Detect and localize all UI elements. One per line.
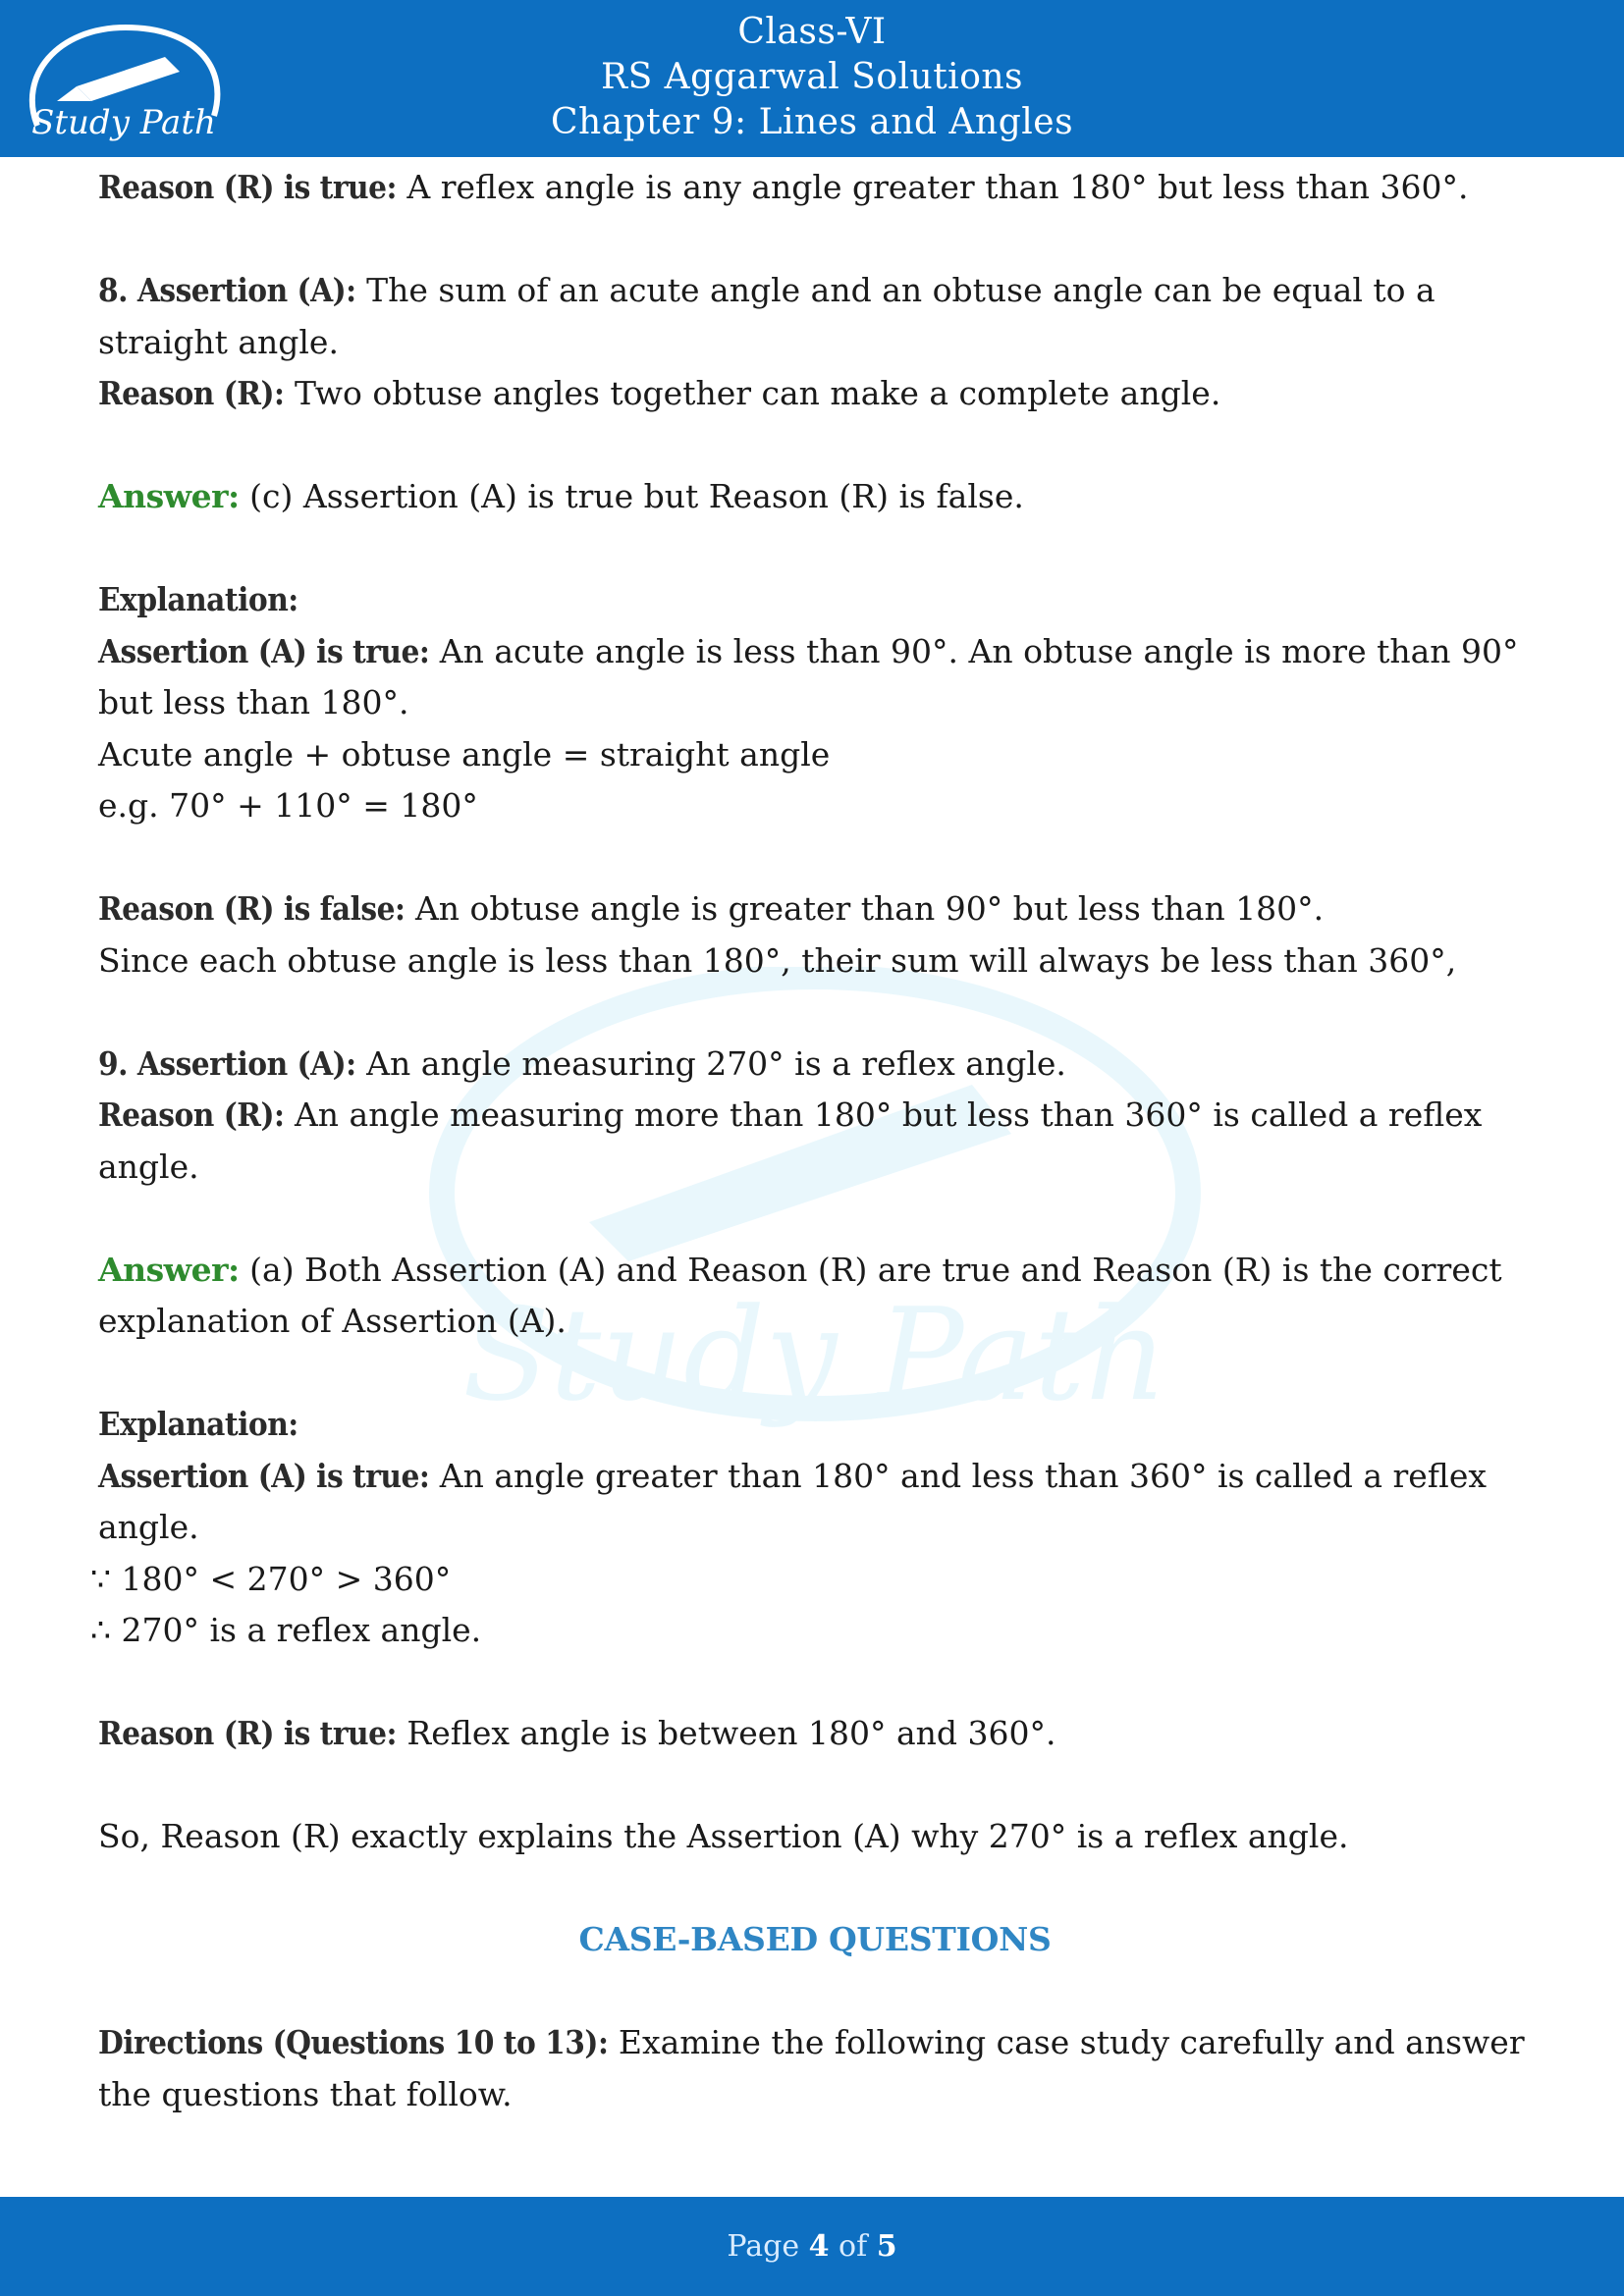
q8-exp-reason <box>98 883 1532 935</box>
q9-exp-assertion-label: Assertion (A) is true: <box>98 1456 430 1495</box>
pen-nib-icon <box>57 57 180 101</box>
directions-text: Examine the following case study carefully and answer the questions that follow. <box>98 2023 1525 2113</box>
page-footer <box>0 2197 1624 2296</box>
q9-reason-label: Reason (R): <box>98 1095 285 1134</box>
q9-because-line: ∵ 180° < 270° > 360° <box>90 1559 452 1598</box>
q8-assertion-text: The sum of an acute angle and an obtuse angle can be equal to a straight angle. <box>98 271 1435 361</box>
q9-reason-text: An angle measuring more than 180° but less than 360° is called a reflex angle. <box>98 1095 1483 1186</box>
q8-exp-reason-text: An obtuse angle is greater than 90° but less than 180°. <box>405 889 1325 928</box>
q9-exp-reason-label: Reason (R) is true: <box>98 1714 397 1752</box>
q9-reason <box>98 1090 1532 1193</box>
q8-explanation-label: Explanation: <box>98 580 298 618</box>
logo-text: Study Path <box>31 103 216 142</box>
of-word: of <box>829 2229 877 2264</box>
q9-exp-reason <box>98 1708 1532 1760</box>
top-reason <box>98 162 1532 214</box>
study-path-logo <box>18 18 230 145</box>
watermark-text: Study Path <box>461 1280 1168 1429</box>
header-class: Class-VI <box>737 12 887 52</box>
q9-conclusion: So, Reason (R) exactly explains the Assertion (A) why 270° is a reflex angle. <box>98 1817 1349 1855</box>
directions <box>98 2017 1532 2120</box>
q9-explanation-label: Explanation: <box>98 1405 298 1443</box>
q8-exp-line2: e.g. 70° + 110° = 180° <box>98 786 478 825</box>
q8-reason <box>98 368 1532 420</box>
q9-exp-assertion-text: An angle greater than 180° and less than 360° is called a reflex angle. <box>98 1456 1487 1546</box>
directions-label: Directions (Questions 10 to 13): <box>98 2023 609 2061</box>
q8-exp-assertion-label: Assertion (A) is true: <box>98 631 430 670</box>
case-based-title: CASE-BASED QUESTIONS <box>578 1920 1052 1958</box>
top-reason-label: Reason (R) is true: <box>98 168 397 206</box>
q8-exp-assertion <box>98 626 1532 729</box>
q9-therefore-line: ∴ 270° is a reflex angle. <box>90 1611 482 1649</box>
top-reason-text: A reflex angle is any angle greater than 180° but less than 360°. <box>396 168 1469 206</box>
q8-answer-text: (c) Assertion (A) is true but Reason (R) is false. <box>239 477 1024 515</box>
q9-answer-label: Answer: <box>98 1250 240 1289</box>
q8-exp-reason-line2: Since each obtuse angle is less than 180°, their sum will always be less than 360°, <box>98 940 1457 980</box>
q9-exp-reason-text: Reflex angle is between 180° and 360°. <box>396 1714 1056 1752</box>
q8-assertion-label: 8. Assertion (A): <box>98 271 356 309</box>
page-content <box>90 162 1532 2120</box>
page-header <box>0 0 1624 157</box>
q8-exp-assertion-text: An acute angle is less than 90°. An obtuse angle is more than 90° but less than 180°. <box>98 631 1519 721</box>
q9-assertion <box>98 1039 1532 1091</box>
q8-assertion <box>98 265 1532 368</box>
q8-reason-label: Reason (R): <box>98 374 285 412</box>
q9-assertion-label: 9. Assertion (A): <box>98 1043 356 1083</box>
q8-reason-text: Two obtuse angles together can make a complete angle. <box>284 374 1221 412</box>
q9-answer <box>98 1245 1532 1348</box>
q8-exp-reason-label: Reason (R) is false: <box>98 889 406 928</box>
q9-assertion-text: An angle measuring 270° is a reflex angle. <box>355 1043 1066 1083</box>
q8-answer-label: Answer: <box>98 477 240 515</box>
q9-answer-text: (a) Both Assertion (A) and Reason (R) are true and Reason (R) is the correct explanation of Assertion (A). <box>98 1250 1502 1340</box>
header-chapter: Chapter 9: Lines and Angles <box>550 102 1074 142</box>
page-total: 5 <box>876 2229 897 2264</box>
q8-answer <box>98 471 1532 523</box>
page-word: Page <box>727 2229 809 2264</box>
q9-exp-assertion <box>98 1451 1532 1554</box>
header-book: RS Aggarwal Solutions <box>600 57 1024 97</box>
page-number: 4 <box>808 2229 830 2264</box>
q8-exp-line1: Acute angle + obtuse angle = straight angle <box>98 734 831 774</box>
